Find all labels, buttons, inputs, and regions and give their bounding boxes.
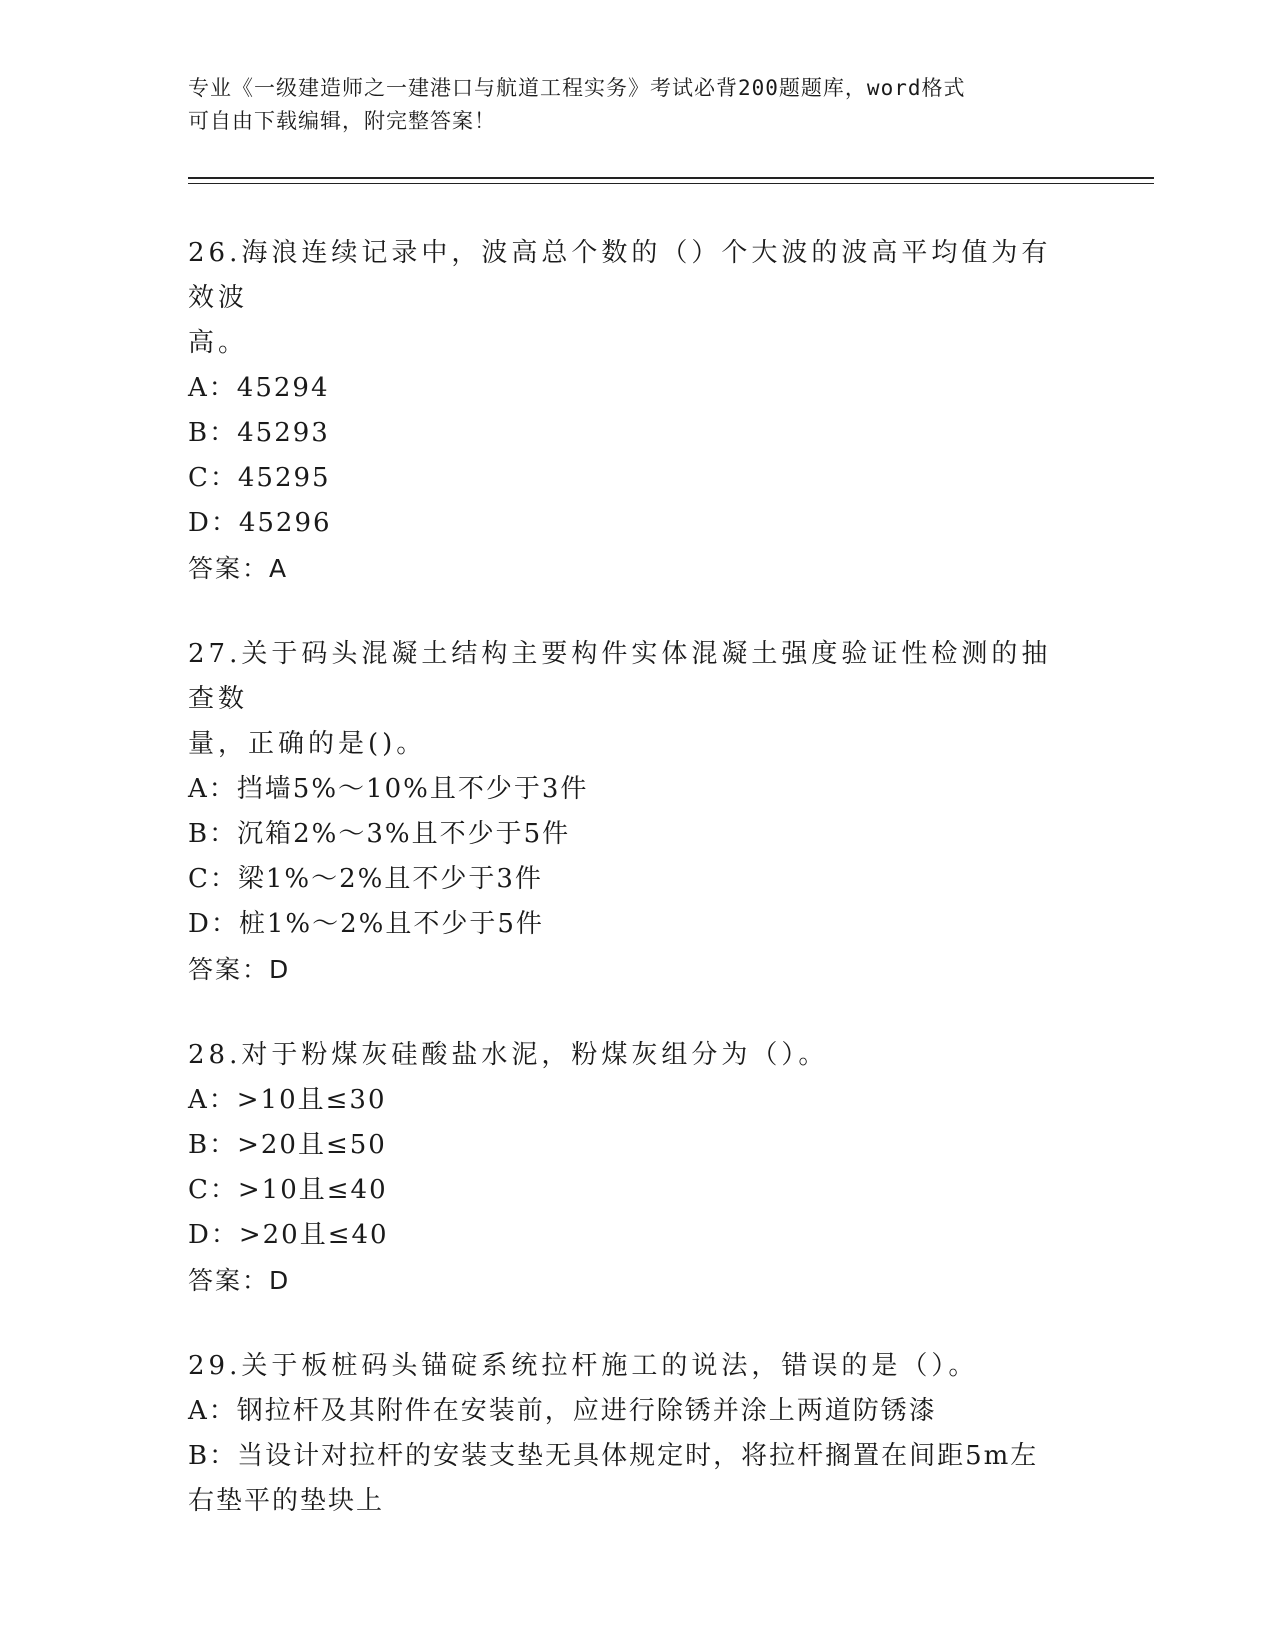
question-26	[188, 231, 1088, 591]
option-c: C：45295	[188, 463, 331, 493]
document-header	[188, 72, 1068, 138]
header-divider-thin	[188, 183, 1154, 184]
header-line-1: 专业《一级建造师之一建港口与航道工程实务》考试必背200题题库，word格式	[188, 76, 966, 100]
question-stem: 26.海浪连续记录中，波高总个数的（）个大波的波高平均值为有效波	[188, 238, 1052, 313]
question-28	[188, 1033, 1088, 1303]
answer: 答案：D	[188, 955, 291, 984]
option-d: D：桩1%～2%且不少于5件	[188, 909, 544, 939]
question-list	[188, 231, 1088, 1565]
question-stem: 28.对于粉煤灰硅酸盐水泥，粉煤灰组分为（）。	[188, 1040, 829, 1070]
option-d: D：45296	[188, 508, 332, 538]
option-b-continuation: 右垫平的垫块上	[188, 1486, 385, 1516]
question-stem: 27.关于码头混凝土结构主要构件实体混凝土强度验证性检测的抽查数	[188, 639, 1052, 714]
option-c: C：>10且≤40	[188, 1175, 388, 1205]
question-stem-continuation: 高。	[188, 328, 249, 358]
option-d: D：>20且≤40	[188, 1220, 389, 1250]
option-a: A：挡墙5%～10%且不少于3件	[188, 774, 589, 804]
header-line-2: 可自由下载编辑，附完整答案！	[188, 109, 496, 133]
option-b: B：>20且≤50	[188, 1130, 387, 1160]
question-27	[188, 632, 1088, 992]
option-b: B：45293	[188, 418, 330, 448]
question-stem: 29.关于板桩码头锚碇系统拉杆施工的说法，错误的是（）。	[188, 1351, 979, 1381]
option-b: B：当设计对拉杆的安装支垫无具体规定时，将拉杆搁置在间距5m左	[188, 1441, 1039, 1471]
option-a: A：钢拉杆及其附件在安装前，应进行除锈并涂上两道防锈漆	[188, 1396, 937, 1426]
option-b: B：沉箱2%～3%且不少于5件	[188, 819, 571, 849]
answer: 答案：D	[188, 1266, 291, 1295]
option-a: A：45294	[188, 373, 330, 403]
option-c: C：梁1%～2%且不少于3件	[188, 864, 543, 894]
question-stem-continuation: 量，正确的是()。	[188, 729, 427, 759]
option-a: A：>10且≤30	[188, 1085, 387, 1115]
question-29	[188, 1344, 1088, 1524]
answer: 答案：A	[188, 554, 289, 583]
header-divider-thick	[188, 177, 1154, 179]
